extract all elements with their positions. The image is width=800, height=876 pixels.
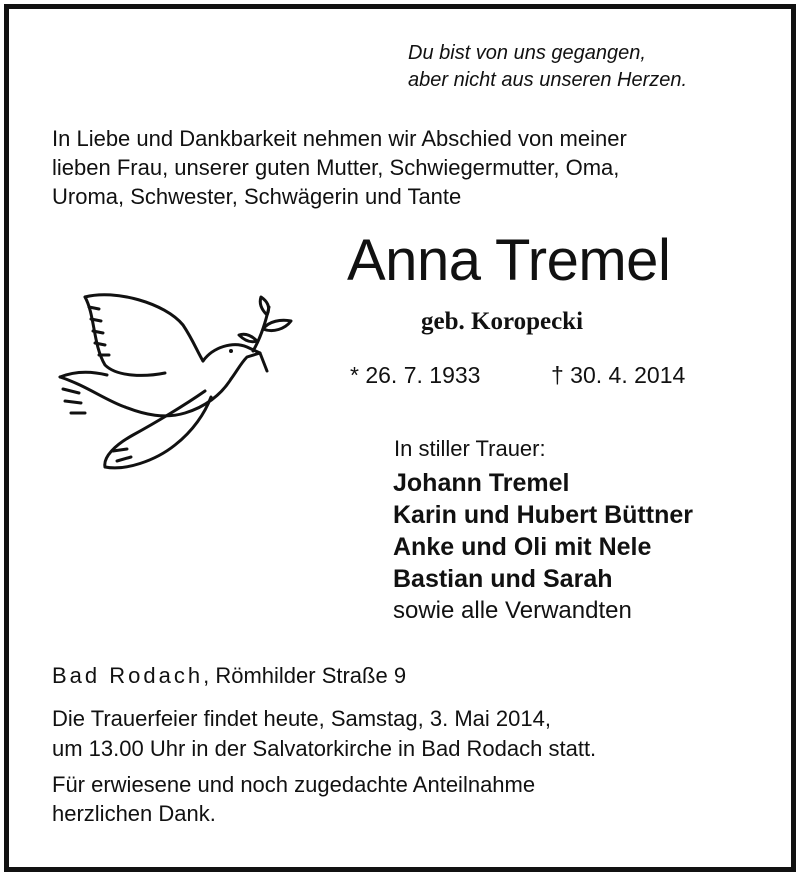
deceased-name: Anna Tremel [347,228,671,293]
address [52,662,406,690]
ceremony-line: um 13.00 Uhr in der Salvatorkirche in Bad Rodach statt. [52,736,597,761]
thanks-line: herzlichen Dank. [52,801,216,826]
thanks-line: Für erwiesene und noch zugedachte Anteilnahme [52,772,536,797]
motto [408,40,687,94]
dove-with-olive-branch-icon [55,285,300,480]
address-town: Bad Rodach [52,663,204,688]
birth-date: * 26. 7. 1933 [350,362,481,388]
intro-line: In Liebe und Dankbarkeit nehmen wir Abschied von meiner [52,126,627,151]
mourning-heading: In stiller Trauer: [394,436,546,461]
maiden-name: geb. Koropecki [421,308,584,335]
mourners-list [393,467,693,595]
intro-line: lieben Frau, unserer guten Mutter, Schwiegermutter, Oma, [52,155,620,180]
motto-line: aber nicht aus unseren Herzen. [408,69,688,91]
ceremony-line: Die Trauerfeier findet heute, Samstag, 3. Mai 2014, [52,706,551,731]
thanks-text [52,770,535,828]
intro-line: Uroma, Schwester, Schwägerin und Tante [52,184,462,209]
death-date: † 30. 4. 2014 [551,362,686,388]
mourner-name: Karin und Hubert Büttner [393,501,693,529]
ceremony-text [52,704,596,764]
mourner-name: Johann Tremel [393,469,570,497]
relatives-line: sowie alle Verwandten [393,597,632,624]
address-street: , Römhilder Straße 9 [203,663,407,688]
mourner-name: Bastian und Sarah [393,565,613,593]
motto-line: Du bist von uns gegangen, [408,42,646,64]
intro-text [52,124,627,211]
mourner-name: Anke und Oli mit Nele [393,533,652,561]
